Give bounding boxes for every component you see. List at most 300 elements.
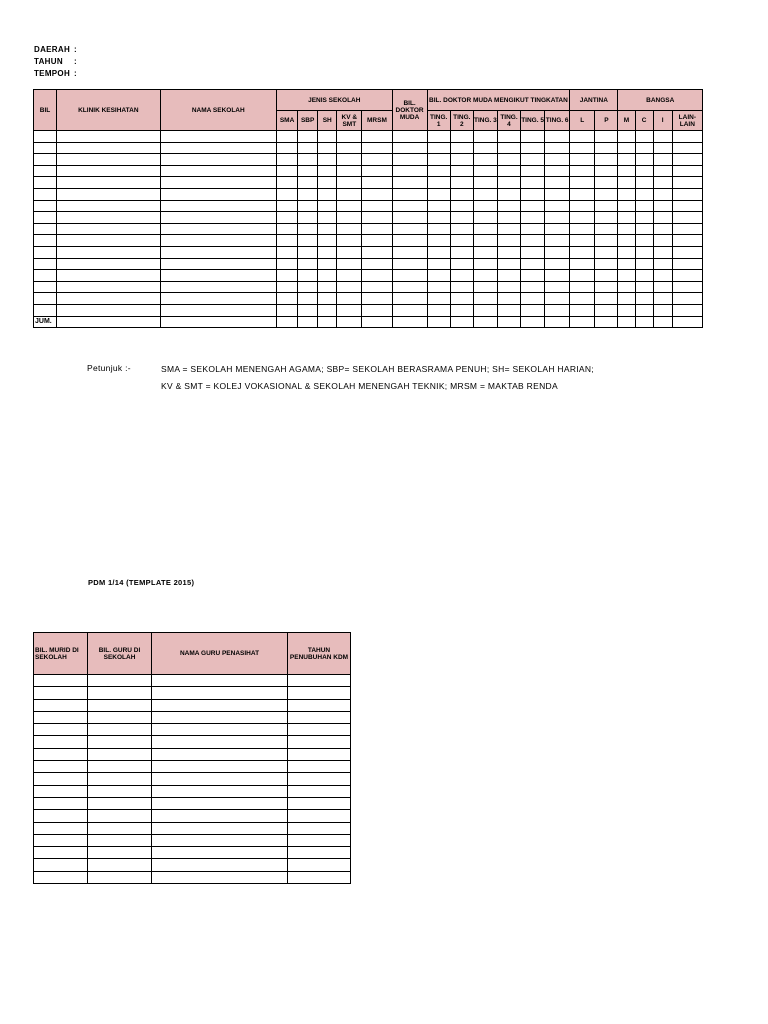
table-cell[interactable] [152,748,288,760]
total-cell[interactable] [392,316,427,328]
table-cell[interactable] [34,724,88,736]
table-cell[interactable] [653,165,672,177]
table-cell[interactable] [298,131,318,143]
table-cell[interactable] [545,293,570,305]
table-cell[interactable] [152,687,288,699]
table-cell[interactable] [545,235,570,247]
table-cell[interactable] [497,258,520,270]
table-cell[interactable] [298,235,318,247]
table-cell[interactable] [473,304,497,316]
table-cell[interactable] [653,246,672,258]
table-cell[interactable] [595,270,618,282]
table-cell[interactable] [672,270,702,282]
table-cell[interactable] [618,212,635,224]
table-cell[interactable] [595,281,618,293]
table-cell[interactable] [570,304,595,316]
table-cell[interactable] [288,810,351,822]
table-cell[interactable] [672,212,702,224]
table-cell[interactable] [618,281,635,293]
table-cell[interactable] [337,223,362,235]
table-cell[interactable] [618,200,635,212]
total-cell[interactable] [473,316,497,328]
table-cell[interactable] [277,293,298,305]
table-cell[interactable] [288,748,351,760]
table-cell[interactable] [635,304,653,316]
table-cell[interactable] [635,188,653,200]
table-cell[interactable] [595,188,618,200]
table-cell[interactable] [473,131,497,143]
table-cell[interactable] [595,246,618,258]
table-cell[interactable] [570,165,595,177]
table-cell[interactable] [337,281,362,293]
table-cell[interactable] [521,270,545,282]
table-cell[interactable] [545,177,570,189]
table-cell[interactable] [57,223,160,235]
table-cell[interactable] [57,304,160,316]
table-cell[interactable] [57,200,160,212]
table-cell[interactable] [277,246,298,258]
table-cell[interactable] [34,687,88,699]
table-cell[interactable] [160,258,277,270]
table-cell[interactable] [34,859,88,871]
table-cell[interactable] [595,131,618,143]
table-cell[interactable] [672,131,702,143]
table-cell[interactable] [152,724,288,736]
table-cell[interactable] [618,154,635,166]
table-cell[interactable] [88,736,152,748]
table-cell[interactable] [521,154,545,166]
table-cell[interactable] [545,212,570,224]
table-cell[interactable] [672,200,702,212]
table-cell[interactable] [88,785,152,797]
table-cell[interactable] [34,212,57,224]
table-cell[interactable] [497,212,520,224]
table-cell[interactable] [160,293,277,305]
total-cell[interactable] [427,316,450,328]
table-cell[interactable] [34,834,88,846]
table-cell[interactable] [392,258,427,270]
table-cell[interactable] [545,142,570,154]
table-cell[interactable] [595,200,618,212]
table-cell[interactable] [427,223,450,235]
table-cell[interactable] [34,177,57,189]
table-cell[interactable] [152,871,288,883]
table-cell[interactable] [450,235,473,247]
table-cell[interactable] [318,270,337,282]
table-cell[interactable] [427,177,450,189]
table-cell[interactable] [521,212,545,224]
table-cell[interactable] [57,177,160,189]
table-cell[interactable] [34,736,88,748]
table-cell[interactable] [450,212,473,224]
table-cell[interactable] [298,142,318,154]
table-cell[interactable] [595,165,618,177]
table-cell[interactable] [570,246,595,258]
table-cell[interactable] [88,847,152,859]
table-cell[interactable] [277,270,298,282]
table-cell[interactable] [427,154,450,166]
table-cell[interactable] [635,246,653,258]
table-cell[interactable] [595,293,618,305]
table-cell[interactable] [570,154,595,166]
table-cell[interactable] [337,131,362,143]
table-cell[interactable] [288,761,351,773]
table-cell[interactable] [34,761,88,773]
table-cell[interactable] [497,270,520,282]
table-cell[interactable] [362,212,392,224]
table-cell[interactable] [450,188,473,200]
table-cell[interactable] [288,871,351,883]
table-cell[interactable] [473,270,497,282]
table-cell[interactable] [618,258,635,270]
table-cell[interactable] [570,131,595,143]
table-cell[interactable] [318,212,337,224]
table-cell[interactable] [595,177,618,189]
table-cell[interactable] [392,212,427,224]
table-cell[interactable] [653,142,672,154]
table-cell[interactable] [337,165,362,177]
total-cell[interactable] [362,316,392,328]
table-cell[interactable] [277,212,298,224]
table-cell[interactable] [362,154,392,166]
table-cell[interactable] [618,293,635,305]
table-cell[interactable] [450,246,473,258]
table-cell[interactable] [288,859,351,871]
table-cell[interactable] [392,246,427,258]
table-cell[interactable] [362,281,392,293]
table-cell[interactable] [450,177,473,189]
total-cell[interactable] [160,316,277,328]
table-cell[interactable] [318,177,337,189]
table-cell[interactable] [497,154,520,166]
table-cell[interactable] [288,834,351,846]
table-cell[interactable] [318,131,337,143]
table-cell[interactable] [362,177,392,189]
table-cell[interactable] [298,293,318,305]
table-cell[interactable] [88,724,152,736]
table-cell[interactable] [34,810,88,822]
table-cell[interactable] [618,246,635,258]
table-cell[interactable] [337,235,362,247]
table-cell[interactable] [473,165,497,177]
table-cell[interactable] [57,246,160,258]
table-cell[interactable] [152,859,288,871]
table-cell[interactable] [57,165,160,177]
table-cell[interactable] [521,165,545,177]
table-cell[interactable] [545,223,570,235]
table-cell[interactable] [545,281,570,293]
table-cell[interactable] [497,223,520,235]
table-cell[interactable] [34,165,57,177]
total-cell[interactable] [298,316,318,328]
table-cell[interactable] [34,699,88,711]
table-cell[interactable] [88,748,152,760]
table-cell[interactable] [337,212,362,224]
table-cell[interactable] [392,165,427,177]
table-cell[interactable] [635,200,653,212]
table-cell[interactable] [521,281,545,293]
table-cell[interactable] [34,281,57,293]
table-cell[interactable] [473,258,497,270]
table-cell[interactable] [653,270,672,282]
table-cell[interactable] [618,304,635,316]
table-cell[interactable] [57,142,160,154]
table-cell[interactable] [595,258,618,270]
table-cell[interactable] [672,304,702,316]
table-cell[interactable] [288,675,351,687]
table-cell[interactable] [288,785,351,797]
table-cell[interactable] [337,270,362,282]
table-cell[interactable] [57,154,160,166]
table-cell[interactable] [34,822,88,834]
table-cell[interactable] [318,246,337,258]
table-cell[interactable] [570,200,595,212]
table-cell[interactable] [34,785,88,797]
table-cell[interactable] [160,212,277,224]
table-cell[interactable] [298,154,318,166]
table-cell[interactable] [318,293,337,305]
table-cell[interactable] [595,142,618,154]
table-cell[interactable] [277,258,298,270]
table-cell[interactable] [152,761,288,773]
table-cell[interactable] [672,258,702,270]
table-cell[interactable] [34,847,88,859]
total-cell[interactable] [521,316,545,328]
table-cell[interactable] [277,131,298,143]
table-cell[interactable] [595,154,618,166]
table-cell[interactable] [473,154,497,166]
table-cell[interactable] [450,223,473,235]
table-cell[interactable] [450,270,473,282]
table-cell[interactable] [473,223,497,235]
table-cell[interactable] [362,200,392,212]
table-cell[interactable] [160,223,277,235]
table-cell[interactable] [362,165,392,177]
table-cell[interactable] [88,687,152,699]
table-cell[interactable] [570,235,595,247]
table-cell[interactable] [288,736,351,748]
table-cell[interactable] [473,246,497,258]
table-cell[interactable] [570,293,595,305]
table-cell[interactable] [277,188,298,200]
table-cell[interactable] [337,200,362,212]
table-cell[interactable] [618,223,635,235]
table-cell[interactable] [362,188,392,200]
table-cell[interactable] [618,165,635,177]
table-cell[interactable] [427,293,450,305]
table-cell[interactable] [152,797,288,809]
table-cell[interactable] [57,293,160,305]
table-cell[interactable] [635,177,653,189]
table-cell[interactable] [653,258,672,270]
table-cell[interactable] [337,246,362,258]
table-cell[interactable] [653,223,672,235]
total-cell[interactable] [337,316,362,328]
table-cell[interactable] [450,293,473,305]
table-cell[interactable] [672,154,702,166]
table-cell[interactable] [277,200,298,212]
total-cell[interactable] [497,316,520,328]
table-cell[interactable] [450,165,473,177]
table-cell[interactable] [88,810,152,822]
table-cell[interactable] [635,293,653,305]
table-cell[interactable] [34,711,88,723]
table-cell[interactable] [362,304,392,316]
total-cell[interactable] [653,316,672,328]
table-cell[interactable] [318,154,337,166]
table-cell[interactable] [88,761,152,773]
table-cell[interactable] [497,293,520,305]
table-cell[interactable] [160,235,277,247]
table-cell[interactable] [298,188,318,200]
table-cell[interactable] [298,165,318,177]
table-cell[interactable] [277,177,298,189]
total-cell[interactable] [57,316,160,328]
table-cell[interactable] [672,281,702,293]
table-cell[interactable] [88,871,152,883]
table-cell[interactable] [362,246,392,258]
table-cell[interactable] [473,293,497,305]
total-cell[interactable] [595,316,618,328]
table-cell[interactable] [362,270,392,282]
table-cell[interactable] [318,142,337,154]
table-cell[interactable] [152,736,288,748]
table-cell[interactable] [635,223,653,235]
table-cell[interactable] [635,258,653,270]
table-cell[interactable] [88,797,152,809]
table-cell[interactable] [337,142,362,154]
table-cell[interactable] [362,293,392,305]
table-cell[interactable] [618,188,635,200]
table-cell[interactable] [427,304,450,316]
table-cell[interactable] [34,675,88,687]
table-cell[interactable] [337,293,362,305]
table-cell[interactable] [595,235,618,247]
table-cell[interactable] [521,131,545,143]
table-cell[interactable] [288,687,351,699]
table-cell[interactable] [473,177,497,189]
table-cell[interactable] [298,258,318,270]
table-cell[interactable] [318,235,337,247]
table-cell[interactable] [88,822,152,834]
total-cell[interactable] [277,316,298,328]
table-cell[interactable] [635,142,653,154]
table-cell[interactable] [545,188,570,200]
table-cell[interactable] [672,142,702,154]
table-cell[interactable] [672,235,702,247]
table-cell[interactable] [277,142,298,154]
table-cell[interactable] [337,258,362,270]
table-cell[interactable] [34,200,57,212]
table-cell[interactable] [288,773,351,785]
table-cell[interactable] [653,304,672,316]
table-cell[interactable] [160,177,277,189]
table-cell[interactable] [277,281,298,293]
total-cell[interactable] [672,316,702,328]
table-cell[interactable] [34,871,88,883]
table-cell[interactable] [34,142,57,154]
table-cell[interactable] [34,188,57,200]
table-cell[interactable] [152,773,288,785]
table-cell[interactable] [653,131,672,143]
table-cell[interactable] [337,177,362,189]
table-cell[interactable] [635,235,653,247]
table-cell[interactable] [450,200,473,212]
table-cell[interactable] [57,235,160,247]
total-cell[interactable] [545,316,570,328]
table-cell[interactable] [473,281,497,293]
table-cell[interactable] [298,304,318,316]
table-cell[interactable] [277,304,298,316]
table-cell[interactable] [618,235,635,247]
table-cell[interactable] [545,154,570,166]
table-cell[interactable] [298,177,318,189]
table-cell[interactable] [427,142,450,154]
table-cell[interactable] [521,246,545,258]
table-cell[interactable] [450,304,473,316]
table-cell[interactable] [427,131,450,143]
table-cell[interactable] [57,131,160,143]
table-cell[interactable] [545,246,570,258]
table-cell[interactable] [160,200,277,212]
total-cell[interactable] [570,316,595,328]
table-cell[interactable] [497,246,520,258]
table-cell[interactable] [672,177,702,189]
table-cell[interactable] [288,797,351,809]
table-cell[interactable] [521,258,545,270]
table-cell[interactable] [521,223,545,235]
table-cell[interactable] [288,711,351,723]
table-cell[interactable] [392,177,427,189]
table-cell[interactable] [635,281,653,293]
table-cell[interactable] [392,235,427,247]
table-cell[interactable] [160,246,277,258]
table-cell[interactable] [497,304,520,316]
table-cell[interactable] [473,188,497,200]
table-cell[interactable] [392,188,427,200]
table-cell[interactable] [88,859,152,871]
table-cell[interactable] [318,258,337,270]
table-cell[interactable] [57,188,160,200]
table-cell[interactable] [88,699,152,711]
table-cell[interactable] [392,223,427,235]
table-cell[interactable] [450,154,473,166]
table-cell[interactable] [152,822,288,834]
table-cell[interactable] [450,281,473,293]
table-cell[interactable] [88,711,152,723]
table-cell[interactable] [152,675,288,687]
table-cell[interactable] [34,258,57,270]
table-cell[interactable] [635,270,653,282]
table-cell[interactable] [595,304,618,316]
table-cell[interactable] [337,154,362,166]
table-cell[interactable] [618,131,635,143]
table-cell[interactable] [34,131,57,143]
table-cell[interactable] [653,281,672,293]
table-cell[interactable] [545,270,570,282]
table-cell[interactable] [570,281,595,293]
table-cell[interactable] [88,834,152,846]
table-cell[interactable] [672,165,702,177]
table-cell[interactable] [392,200,427,212]
table-cell[interactable] [392,293,427,305]
table-cell[interactable] [545,131,570,143]
table-cell[interactable] [160,165,277,177]
table-cell[interactable] [672,246,702,258]
table-cell[interactable] [392,270,427,282]
table-cell[interactable] [635,131,653,143]
table-cell[interactable] [545,165,570,177]
